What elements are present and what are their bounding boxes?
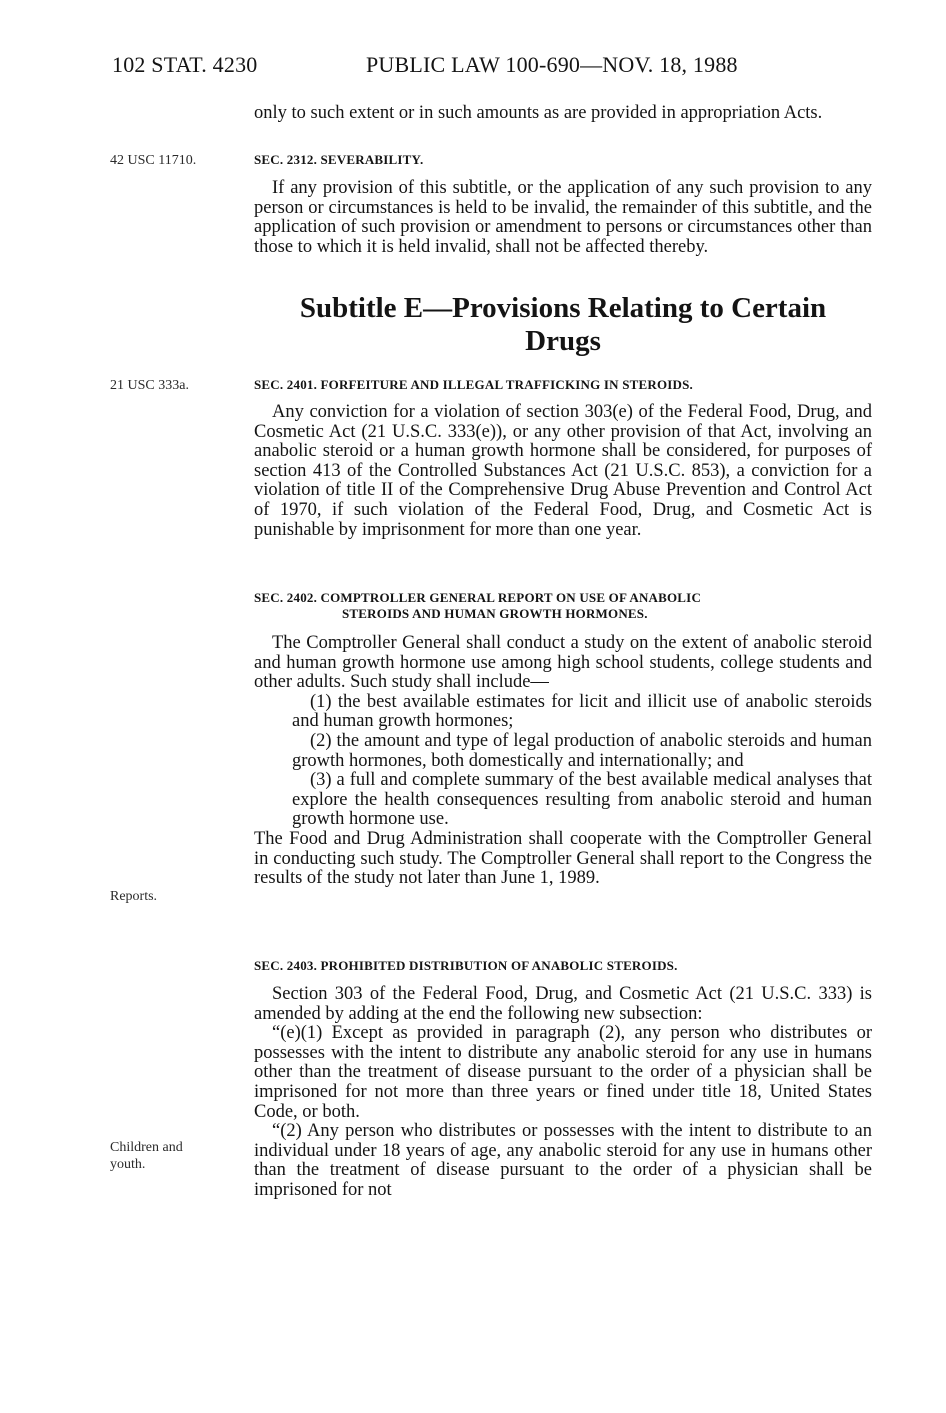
margin-note-21-usc-333a: 21 USC 333a.	[110, 378, 189, 393]
list-item: (3) a full and complete summary of the best available medical analyses that explore the health consequences resulting from anabolic steroid and human growth hormone use.	[292, 770, 872, 830]
section-heading: SEC. 2401. FORFEITURE AND ILLEGAL TRAFFICKING IN STEROIDS.	[254, 377, 694, 392]
public-law-citation: PUBLIC LAW 100-690—NOV. 18, 1988	[366, 52, 738, 77]
section-2312	[254, 152, 872, 257]
section-text: Any conviction for a violation of section 303(e) of the Federal Food, Drug, and Cosmetic Act (21 U.S.C. 333(e)), or any other provision of that Act, involving an anabolic steroid or a human growth hormone shall be considered, for purposes of section 413 of the Controlled Substances Act (21 U.S.C. 853), a conviction for a violation of title II of the Comprehensive Drug Abuse Prevention and Control Act of 1970, if such violation of the Federal Food, Drug, and Cosmetic Act is punishable by imprisonment for more than one year.	[254, 402, 872, 540]
list-item: (2) the amount and type of legal production of anabolic steroids and human growth hormones, both domestically and internationally; and	[292, 730, 872, 771]
margin-note-line-1: Children and	[110, 1140, 183, 1155]
subsection-e1: “(e)(1) Except as provided in paragraph (2), any person who distributes or possesses with the intent to distribute any anabolic steroid for any use in humans other than the treatment of disease pursuant to the order of a physician shall be imprisoned for not more than three years or fined under title 18, United States Code, or both.	[254, 1023, 872, 1122]
section-heading-line-2: STEROIDS AND HUMAN GROWTH HORMONES.	[342, 606, 648, 621]
section-heading: SEC. 2403. PROHIBITED DISTRIBUTION OF ANABOLIC STEROIDS.	[254, 958, 678, 973]
section-closing: The Food and Drug Administration shall cooperate with the Comptroller General in conducting such study. The Comptroller General shall report to the Congress the results of the study not later than June 1, 1989.	[254, 828, 872, 889]
stat-page-number: 102 STAT. 4230	[112, 52, 258, 77]
margin-note-line-2: youth.	[110, 1157, 146, 1172]
section-2403	[254, 958, 872, 1201]
section-intro: The Comptroller General shall conduct a study on the extent of anabolic steroid and human growth hormone use among high school students, college students and other adults. Such study shall include—	[254, 633, 872, 693]
subtitle-line-1: Subtitle E—Provisions Relating to Certain	[299, 292, 827, 324]
section-heading: SEC. 2312. SEVERABILITY.	[254, 152, 424, 167]
subsection-e2: “(2) Any person who distributes or possesses with the intent to distribute to an individual under 18 years of age, any anabolic steroid for any use in humans other than the treatment of disease pursuant to the order of a physician shall be imprisoned for not	[254, 1121, 872, 1200]
list-item: (1) the best available estimates for licit and illicit use of anabolic steroids and human growth hormones;	[292, 691, 872, 732]
margin-note-reports: Reports.	[110, 889, 158, 904]
section-2402	[254, 590, 872, 889]
margin-note-children-and-youth	[110, 1139, 230, 1173]
continuation-text: only to such extent or in such amounts as are provided in appropriation Acts.	[254, 103, 823, 123]
subtitle-line-2: Drugs	[525, 325, 601, 357]
section-text: If any provision of this subtitle, or the application of any such provision to any person or circumstances is held to be invalid, the remainder of this subtitle, and the application of such provision or amendment to persons or circumstances other than those to which it is held invalid, shall not be affected thereby.	[254, 178, 872, 257]
section-heading-line-1: SEC. 2402. COMPTROLLER GENERAL REPORT ON USE OF ANABOLIC	[254, 590, 702, 605]
margin-note-42-usc-11710: 42 USC 11710.	[110, 153, 197, 168]
subtitle-heading	[254, 292, 872, 358]
section-intro: Section 303 of the Federal Food, Drug, and Cosmetic Act (21 U.S.C. 333) is amended by adding at the end the following new subsection:	[254, 984, 872, 1024]
section-2401	[254, 377, 872, 540]
